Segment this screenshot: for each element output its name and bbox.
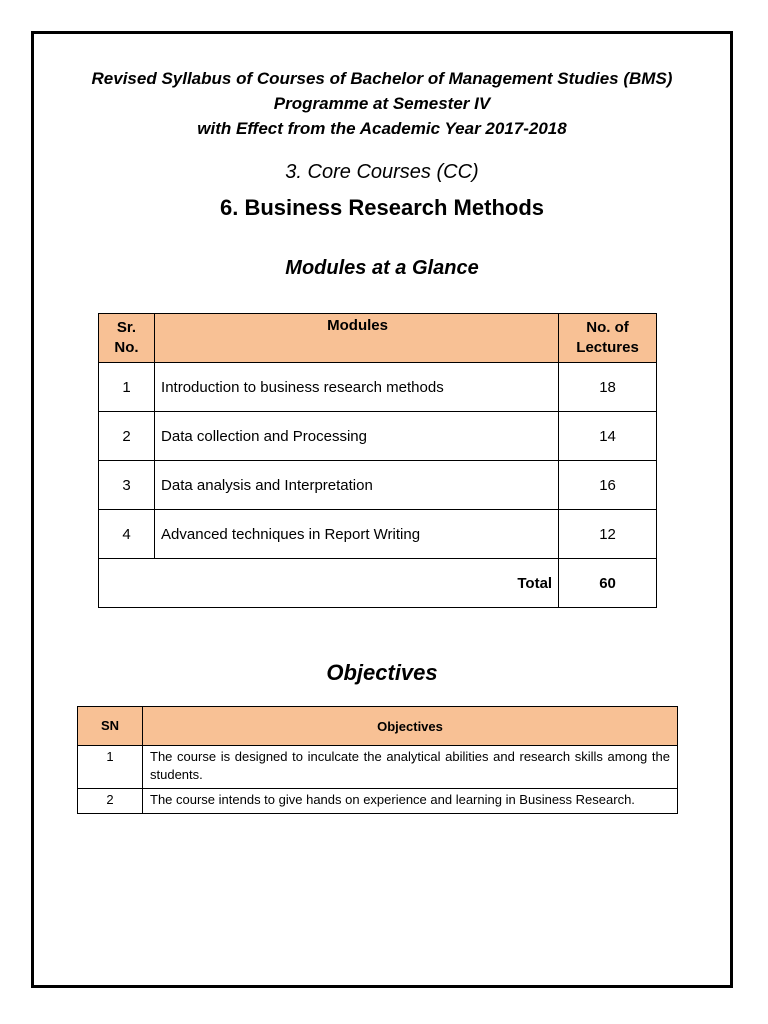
sn-cell: 2 — [78, 789, 143, 814]
modules-heading: Modules at a Glance — [285, 257, 479, 279]
table-row — [99, 510, 657, 559]
table-row — [99, 363, 657, 412]
lectures-cell: 14 — [559, 412, 657, 461]
syllabus-title: Revised Syllabus of Courses of Bachelor of Management Studies (BMS) — [91, 69, 673, 88]
sr-no-cell: 2 — [99, 412, 155, 461]
table-row — [99, 461, 657, 510]
objectives-header-row — [78, 707, 678, 746]
column-header-sn: SN — [78, 707, 143, 746]
module-cell: Introduction to business research methods — [155, 363, 559, 412]
objectives-table — [77, 706, 678, 814]
objectives-heading: Objectives — [326, 660, 438, 685]
sr-no-cell: 3 — [99, 461, 155, 510]
table-row — [99, 412, 657, 461]
total-row — [99, 559, 657, 608]
column-header-objectives: Objectives — [143, 707, 678, 746]
module-cell: Data analysis and Interpretation — [155, 461, 559, 510]
table-row — [78, 789, 678, 814]
modules-table — [98, 313, 657, 608]
sr-no-cell: 4 — [99, 510, 155, 559]
column-header-modules: Modules — [155, 314, 559, 363]
course-title: 6. Business Research Methods — [219, 195, 544, 220]
total-label: Total — [99, 559, 559, 608]
objective-cell: The course is designed to inculcate the analytical abilities and research skills among the students. — [143, 746, 678, 789]
programme-line: Programme at Semester IV — [273, 94, 491, 113]
lectures-cell: 16 — [559, 461, 657, 510]
lectures-cell: 12 — [559, 510, 657, 559]
objective-cell: The course intends to give hands on experience and learning in Business Research. — [143, 789, 678, 814]
module-cell: Data collection and Processing — [155, 412, 559, 461]
sn-cell: 1 — [78, 746, 143, 789]
module-cell: Advanced techniques in Report Writing — [155, 510, 559, 559]
core-courses-heading: 3. Core Courses (CC) — [285, 161, 479, 183]
column-header-sr-no: Sr. No. — [99, 314, 155, 363]
column-header-lectures: No. of Lectures — [559, 314, 657, 363]
sr-no-cell: 1 — [99, 363, 155, 412]
effect-line: with Effect from the Academic Year 2017-2018 — [197, 119, 567, 138]
table-row — [78, 746, 678, 789]
modules-header-row — [99, 314, 657, 363]
lectures-cell: 18 — [559, 363, 657, 412]
total-value: 60 — [559, 559, 657, 608]
